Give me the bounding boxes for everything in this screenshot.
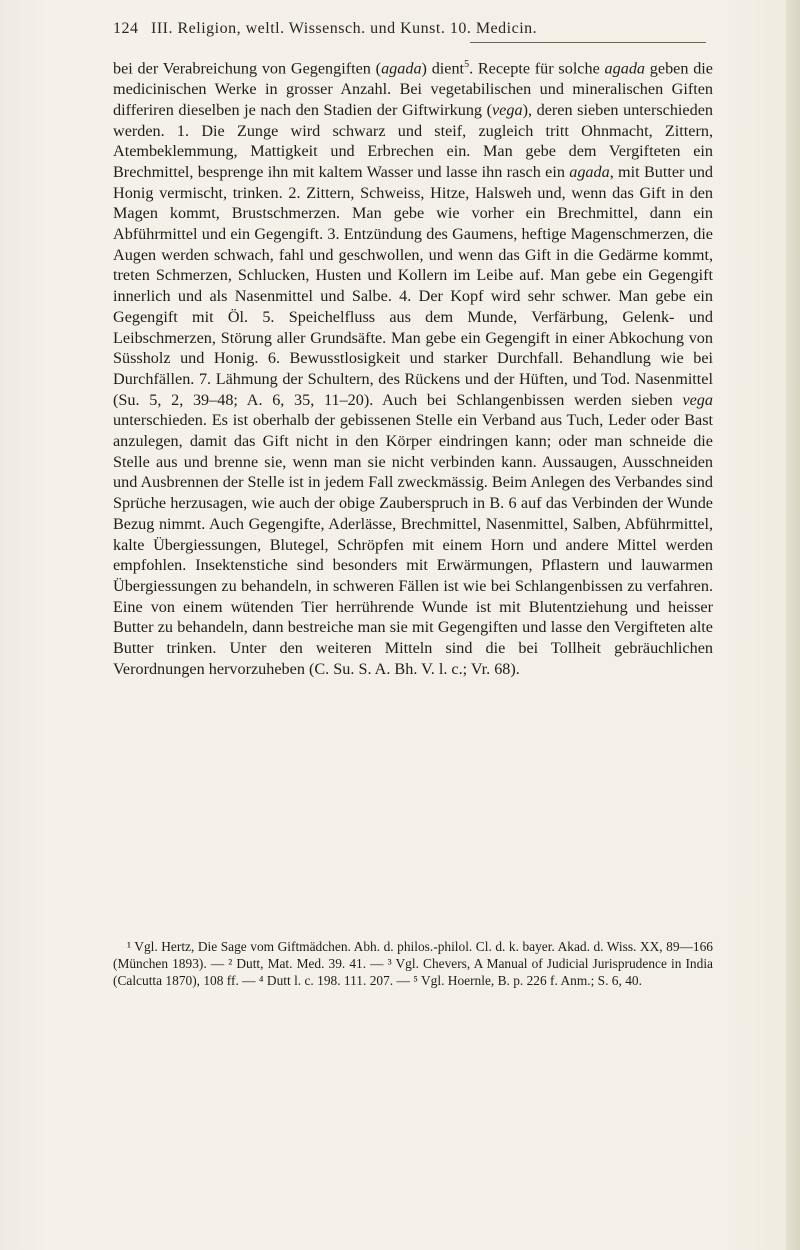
page-edge [786,0,800,1250]
text-run: ), deren sieben unterschieden werden. 1. Die Zunge wird schwarz und steif, zugleich tritt Ohnmacht, Zittern, Atembeklemmung, Mattigkeit und Erbrechen ein. Man gebe dem Vergifteten ein Brechmittel, besprenge ihn mit kaltem Wasser und lasse ihn rasch ein [113,100,713,181]
term-agada: agada [604,59,646,78]
header-rule [470,42,706,43]
main-paragraph [113,55,713,679]
text-run: . Recepte für solche [469,59,605,78]
footnote-ref: 5 [464,59,470,70]
text-run: , mit Butter und Honig vermischt, trinken. 2. Zittern, Schweiss, Hitze, Halsweh und, wenn das Gift in den Magen kommt, Brustschmerzen. Man gebe wie vorher ein Brechmittel, dann ein Abführmittel und ein Gegengift. 3. Entzündung des Gaumens, heftige Magenschmerzen, die Augen werden schwach, fahl und geschwollen, und wenn das Gift in die Gedärme kommt, treten Schmerzen, Schlucken, Husten und Kollern im Leibe auf. Man gebe ein Gegengift innerlich und als Nasenmittel und Salbe. 4. Der Kopf wird sehr schwer. Man gebe ein Gegengift mit Öl. 5. Speichelfluss aus dem Munde, Verfärbung, Gelenk- und Leibschmerzen, Störung aller Grundsäfte. Man gebe ein Gegengift in einer Abkochung von Süssholz und Honig. 6. Bewusstlosigkeit und starker Durchfall. Behandlung wie bei Durchfällen. 7. Lähmung der Schultern, des Rückens und der Hüften, und Tod. Nasenmittel (Su. 5, 2, 39–48; A. 6, 35, 11–20). Auch bei Schlangenbissen werden sieben [113,162,714,409]
text-run: ) dient [421,59,465,78]
text-run: geben die medicinischen Werke in grosser Anzahl. Bei vegetabilischen und mineralischen Giften differiren dieselben je nach den Stadien der Giftwirkung ( [113,59,713,119]
text-run: unterschieden. Es ist oberhalb der gebissenen Stelle ein Verband aus Tuch, Leder oder Bast anzulegen, damit das Gift nicht in den Körper eindringen kann; oder man schneide die Stelle aus und brenne sie, wenn man sie nicht verbinden kann. Aussaugen, Ausschneiden und Ausbrennen der Stelle ist in jedem Fall zweckmässig. Beim Anlegen des Verbandes sind Sprüche herzusagen, wie auch der obige Zauberspruch in B. 6 auf das Verbinden der Wunde Bezug nimmt. Auch Gegengifte, Aderlässe, Brechmittel, Nasenmittel, Salben, Abführmittel, kalte Übergiessungen, Blutegel, Schröpfen mit einem Horn und andere Mittel werden empfohlen. Insektenstiche sind besonders mit Erwärmungen, Pflastern und lauwarmen Übergiessungen zu behandeln, in schweren Fällen ist wie bei Schlangenbissen zu verfahren. Eine von einem wütenden Tier herrührende Wunde ist mit Blutentziehung und heisser Butter zu behandeln, dann bestreiche man sie mit Gegengiften und lasse den Vergifteten alte Butter trinken. Unter den weiteren Mitteln sind die bei Tollheit gebräuchlichen Verordnungen hervorzuheben (C. Su. S. A. Bh. V. l. c.; Vr. 68). [113,411,713,678]
term-vega: vega [492,100,523,119]
text-run: bei der Verabreichung von Gegengiften ( [113,59,382,78]
paragraph [113,55,713,679]
footnotes [113,938,713,989]
term-agada: agada [381,59,422,78]
running-title: III. Religion, weltl. Wissensch. und Kunst. 10. Medicin. [151,20,538,37]
running-header [113,20,713,38]
page-number: 124 [113,20,139,37]
term-vega: vega [682,390,713,409]
footnote-block: ¹ Vgl. Hertz, Die Sage vom Giftmädchen. Abh. d. philos.-philol. Cl. d. k. bayer. Akad. d. Wiss. XX, 89—166 (München 1893). — ² Dutt, Mat. Med. 39. 41. — ³ Vgl. Chevers, A Manual of Judicial Jurisprudence in India (Calcutta 1870), 108 ff. — ⁴ Dutt l. c. 198. 111. 207. — ⁵ Vgl. Hoernle, B. p. 226 f. Anm.; S. 6, 40. [113,939,713,988]
term-agada: agada [569,162,610,181]
